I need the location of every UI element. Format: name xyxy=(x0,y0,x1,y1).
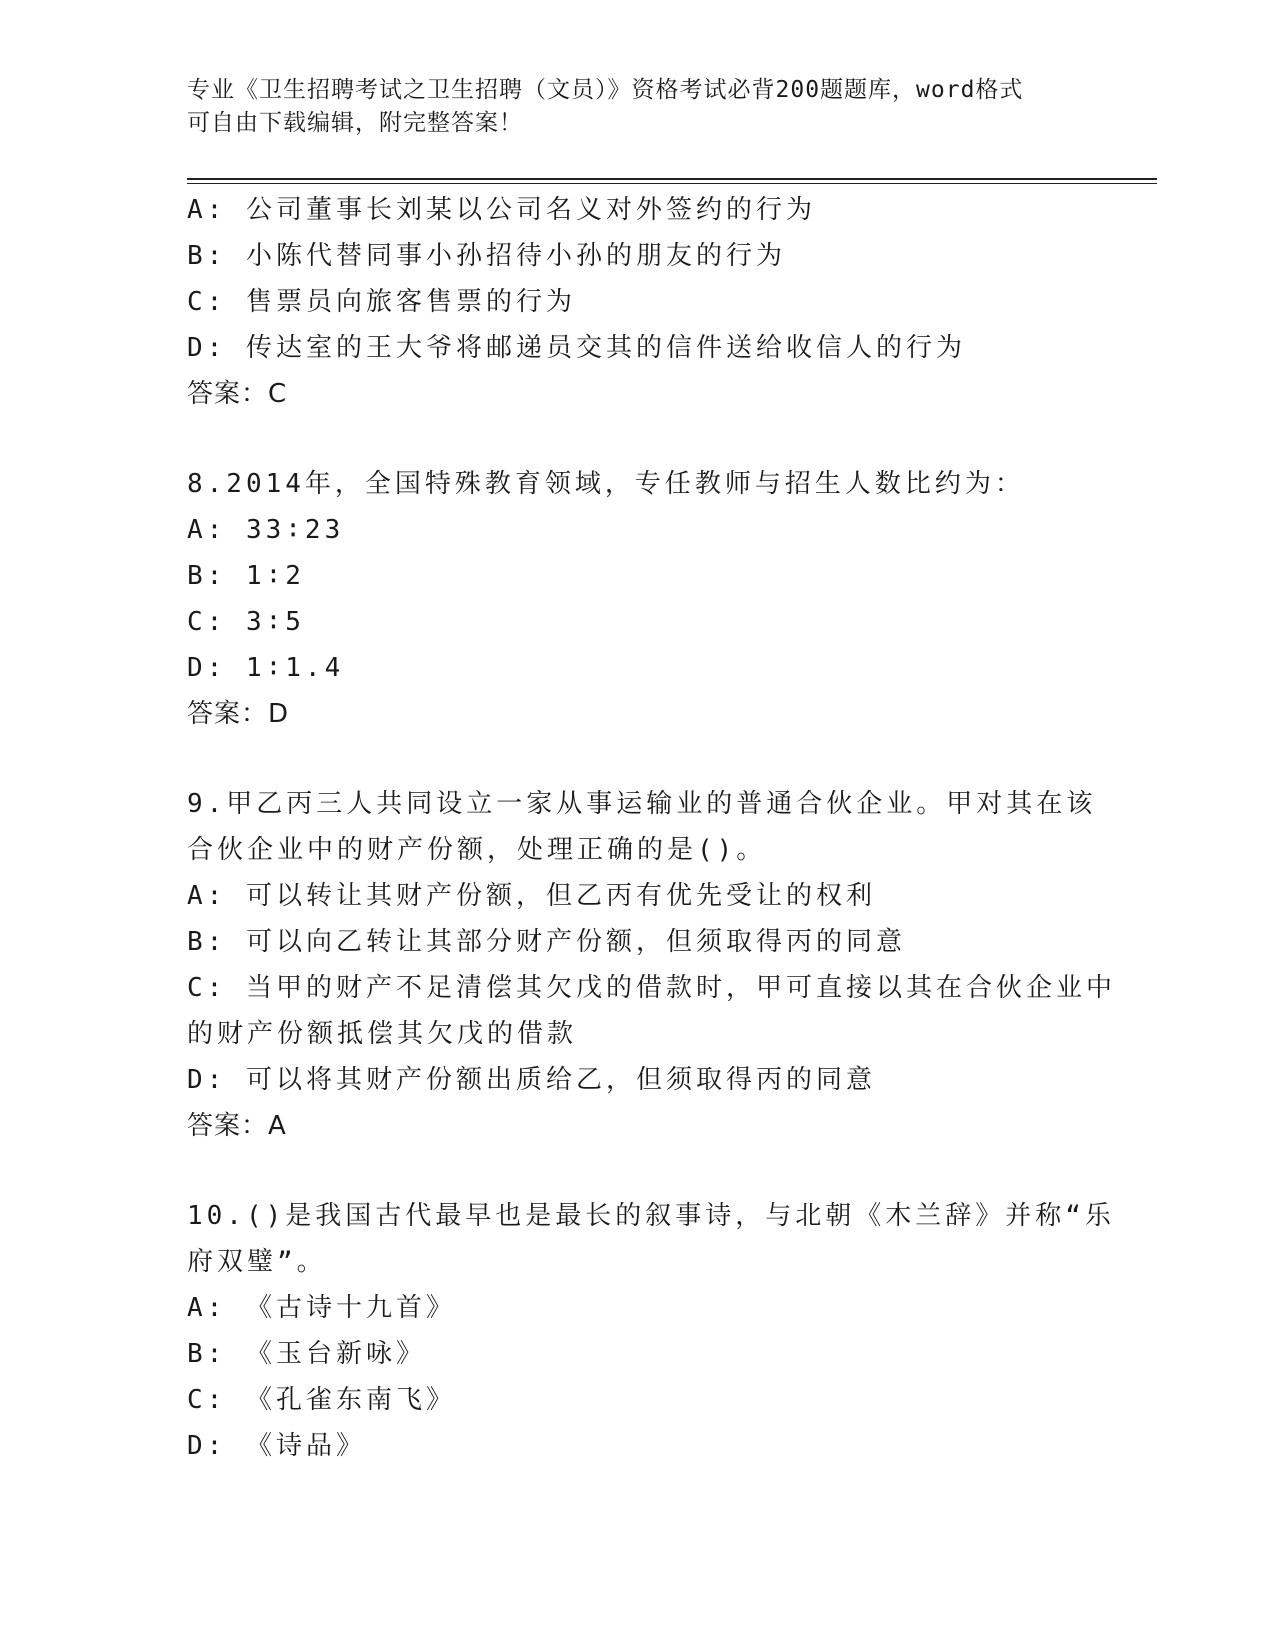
option-b: B: 《玉台新咏》 xyxy=(187,1339,426,1369)
question-list xyxy=(187,187,1116,1469)
question-block-9 xyxy=(187,781,1116,1149)
option-c: C: 《孔雀东南飞》 xyxy=(187,1385,456,1415)
question-text-line-2: 府双璧”。 xyxy=(187,1247,327,1277)
option-d: D: 传达室的王大爷将邮递员交其的信件送给收信人的行为 xyxy=(187,333,966,363)
spacer xyxy=(187,417,1087,461)
option-c-line-2: 的财产份额抵偿其欠戊的借款 xyxy=(187,1019,578,1049)
option-c: C: 3∶5 xyxy=(187,607,305,637)
header-rule-thick xyxy=(187,178,1157,180)
document-header xyxy=(187,74,1067,140)
question-text-line-1: 9.甲乙丙三人共同设立一家从事运输业的普通合伙企业。甲对其在该 xyxy=(187,789,1097,819)
question-block-10 xyxy=(187,1193,1115,1469)
option-b: B: 1∶2 xyxy=(187,561,305,591)
option-b: B: 小陈代替同事小孙招待小孙的朋友的行为 xyxy=(187,241,786,271)
answer-line: 答案：C xyxy=(187,379,288,409)
option-a: A: 33∶23 xyxy=(187,515,345,545)
option-a: A: 可以转让其财产份额，但乙丙有优先受让的权利 xyxy=(187,881,876,911)
question-block-8 xyxy=(187,461,1087,737)
answer-line: 答案：A xyxy=(187,1111,287,1141)
question-text-line-1: 10.()是我国古代最早也是最长的叙事诗，与北朝《木兰辞》并称“乐 xyxy=(187,1201,1115,1231)
header-line-1: 专业《卫生招聘考试之卫生招聘（文员）》资格考试必背200题题库，word格式 xyxy=(187,77,1024,103)
spacer xyxy=(187,737,1087,781)
answer-line: 答案：D xyxy=(187,699,290,729)
option-d: D: 可以将其财产份额出质给乙，但须取得丙的同意 xyxy=(187,1065,876,1095)
question-block-7 xyxy=(187,187,1087,417)
spacer xyxy=(187,1149,1087,1193)
option-d: D: 1∶1.4 xyxy=(187,653,345,683)
option-b: B: 可以向乙转让其部分财产份额，但须取得丙的同意 xyxy=(187,927,906,957)
question-text-line-2: 合伙企业中的财产份额，处理正确的是()。 xyxy=(187,835,767,865)
option-c: C: 售票员向旅客售票的行为 xyxy=(187,287,576,317)
option-a: A: 《古诗十九首》 xyxy=(187,1293,456,1323)
option-d: D: 《诗品》 xyxy=(187,1431,366,1461)
header-line-2: 可自由下载编辑，附完整答案！ xyxy=(187,110,523,136)
option-c-line-1: C: 当甲的财产不足清偿其欠戊的借款时，甲可直接以其在合伙企业中 xyxy=(187,973,1116,1003)
header-rule-thin xyxy=(187,183,1157,184)
option-a: A: 公司董事长刘某以公司名义对外签约的行为 xyxy=(187,195,816,225)
question-text: 8.2014年，全国特殊教育领域，专任教师与招生人数比约为： xyxy=(187,469,1025,499)
